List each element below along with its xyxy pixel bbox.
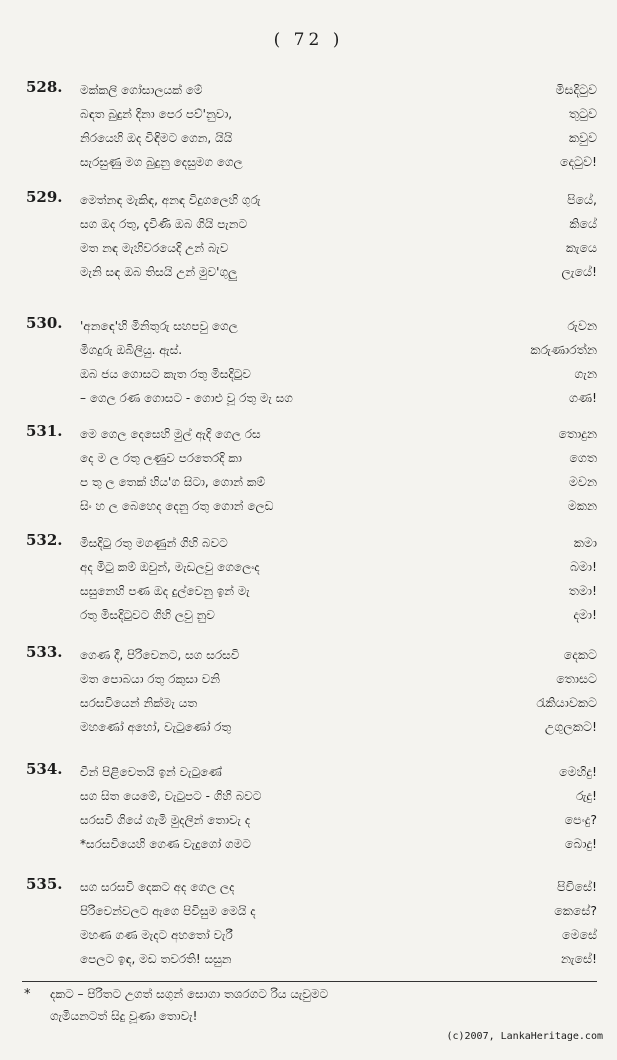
footnote-text-2: ගැමියනටත් සිදු වූණා තොවැ! — [50, 1009, 198, 1023]
verse-line-ending: පෙංදු? — [564, 812, 597, 827]
verse-line — [0, 808, 617, 832]
verse-line-text: මෙ ගෙල දෙසෙහි මුල් ඇදි ගෙල රස — [80, 427, 261, 441]
verse-number: 534. — [26, 760, 63, 778]
verse-line-ending: තොසට — [556, 671, 597, 686]
verse-line-ending: තමා! — [568, 583, 597, 598]
verse-line-ending: මිසදිටුව — [555, 82, 597, 97]
verse-line — [0, 691, 617, 715]
verse-line-ending: බොදු! — [564, 836, 597, 851]
verse-number: 531. — [26, 422, 63, 440]
verse-line — [0, 314, 617, 338]
verse-line — [0, 603, 617, 627]
verse-line-text: *සරසවියෙහි ගෙණ වැදුගෝ ගමට — [80, 837, 251, 851]
verse-line-text: සග ඔද රතු, දැවිණි ඔබ ගියි පැනට — [80, 217, 248, 231]
verse-line — [0, 386, 617, 410]
verse-line-text: දෙ ම ල රතු ලණුව පරතෙරදි කා — [80, 451, 242, 465]
verse-line-ending: මෙහිදු! — [559, 764, 597, 779]
verse-line-text: සග සිත යෙමේ, වැටුපට - ගිහි බවට — [80, 789, 262, 803]
verse-line-text: මිසදිටු රතු මගණුන් ගිහි බවට — [80, 536, 228, 550]
verse-line — [0, 923, 617, 947]
verse-line-text: පෙලට ඉඳ, මඩ තවරති! සසුන — [80, 952, 232, 966]
footnote-line-2 — [50, 1006, 617, 1026]
verse-line-text: සිං හ ල බෙහෙද දෙනු රතු ගොන් ලෙඩ — [80, 499, 274, 513]
verse-line — [0, 555, 617, 579]
verse-line-ending: ගැන — [574, 366, 597, 381]
verse-line — [0, 832, 617, 856]
verse-line-text: – ගෙල රණ ගොසට - ගොළු වූ රතු මැ සග — [80, 391, 293, 405]
verse-line-ending: පිවිසේ! — [557, 879, 597, 894]
verse-line-ending: ලැයේ! — [561, 264, 597, 279]
verse-line-ending: රුවන — [567, 318, 597, 333]
verse-line — [0, 78, 617, 102]
verse-line — [0, 236, 617, 260]
verse-line — [0, 362, 617, 386]
verse-line — [0, 715, 617, 739]
verse-line — [0, 760, 617, 784]
verse-line-ending: තුටුව — [568, 106, 597, 121]
verse-line-ending: දෙටුව! — [559, 154, 597, 169]
page-number: ( 72 ) — [273, 30, 344, 50]
verse-line-ending: මෙසේ — [561, 927, 597, 942]
verse-line — [0, 260, 617, 284]
verse-line-text: මත නඳ මැහිවරයෙදි උන් බැව — [80, 241, 229, 255]
verse-line-text: සරසවි ගියේ ගැමි මුදලින් තොවැ ද — [80, 813, 251, 827]
verse-line-text: 'අනඳෙ'හි මිනිතුරු සහපවු ගෙල — [80, 319, 238, 333]
verse-line-text: මක්කලි ගෝසාලයක් මේ — [80, 83, 203, 97]
verse-line-ending: කෙසේ? — [554, 903, 597, 918]
verse-line-ending: රුදු! — [575, 788, 597, 803]
verse-line-ending: මවන — [568, 474, 597, 489]
verse-line — [0, 470, 617, 494]
footnote-line-1 — [24, 984, 604, 1005]
verse-line-text: සරසවියෙන් නික්මැ යත — [80, 696, 198, 710]
verse-line-ending: නැසේ! — [560, 951, 597, 966]
verse-line-ending: ගණ! — [569, 390, 597, 405]
verse-line-text: මහණෝ අහෝ, වැටුණෝ රතු — [80, 720, 232, 734]
verse-line — [0, 875, 617, 899]
verse-number: 532. — [26, 531, 63, 549]
verse-line — [0, 947, 617, 971]
verse-line — [0, 150, 617, 174]
verse-line — [0, 102, 617, 126]
verse-line-ending: දෙකට — [563, 647, 597, 662]
verse-line-ending: පියේ, — [567, 192, 597, 207]
verse-line — [0, 667, 617, 691]
verse-line-text: චීන් පිළිවෙතයි ඉන් වැටුණේ — [80, 765, 222, 779]
verse-number: 529. — [26, 188, 63, 206]
verse-line-ending: කවුව — [568, 130, 597, 145]
verse-line-ending: මකන — [567, 498, 597, 513]
verse-line — [0, 643, 617, 667]
verse-line-ending: කැයෙ — [565, 240, 597, 255]
verse-number: 528. — [26, 78, 63, 96]
verse-line-text: අද මිටු කම් ඔවුන්, මැඩලවු ගෙලෙංද — [80, 560, 260, 574]
verse-line — [0, 784, 617, 808]
footnote-asterisk: * — [24, 987, 31, 1002]
verse-line-ending: බමා! — [569, 559, 597, 574]
verse-line-ending: කරුණාරත්න — [530, 342, 597, 357]
verse-line — [0, 126, 617, 150]
verse-line-ending: කියේ — [569, 216, 597, 231]
verse-line-text: මෙත්නඳ මැකිඳ, අනඳ විදුගලෙහි ගුරු — [80, 193, 261, 207]
verse-number: 530. — [26, 314, 63, 332]
verse-line-text: බඳත බුදුන් දිනා පෙර පව්'නුවා, — [80, 107, 233, 121]
verse-line-text: මැනි සඳ ඔබ තිසයි උන් මුව'ගුලු — [80, 265, 238, 279]
verse-line-text: ඔබ ජය ගොසට කැත රතු මිසදිටුව — [80, 367, 251, 381]
verse-line-text: රතු මිසදිටුවට ගිහි ලවු නුව — [80, 608, 215, 622]
verse-line — [0, 422, 617, 446]
verse-line-ending: කමා — [573, 535, 597, 550]
verse-line-ending: රැකියාවකට — [536, 695, 597, 710]
verse-line-text: සග සරසවි දෙකට අද ගෙල ලද — [80, 880, 235, 894]
verse-number: 535. — [26, 875, 63, 893]
verse-line-ending: දමා! — [573, 607, 597, 622]
verse-line-text: සැරසුණු මග බුදුනු දෙසුමග ගෙල — [80, 155, 243, 169]
verse-line-text: සසුනෙහි පණ ඔද දුල්වෙනු ඉන් මැ — [80, 584, 250, 598]
verse-line — [0, 899, 617, 923]
verse-line-text: නිරයෙහි ඔද විඳිමට ගෙන, යියි — [80, 131, 233, 145]
verse-line — [0, 531, 617, 555]
verse-line-ending: තොදුන — [558, 426, 597, 441]
verse-line-text: මිගදුරු ඔබිලියු. ඇස්. — [80, 343, 183, 357]
verse-line-text: ගෙණ දී, පිරිවෙනට, සග සරසවි — [80, 648, 240, 662]
verse-line-text: පිරිවෙන්වලට ඇගෙ පිවිසුම මෙයි ද — [80, 904, 256, 918]
verse-line — [0, 494, 617, 518]
verse-line — [0, 579, 617, 603]
verse-line — [0, 188, 617, 212]
verse-line-text: මහණ ගණ මැදට අහතෝ වැරී — [80, 928, 233, 942]
verse-line-text: ප තු ල තෙක් හිය'ග සිටා, ගොන් කම් — [80, 475, 266, 489]
footnote-divider — [22, 981, 597, 982]
footnote-text-1: දකට – පිරිතට උගත් සගුන් සොගා තශරගට රිය යැවුමට — [50, 987, 329, 1001]
verse-line-ending: උගුලකට! — [544, 719, 597, 734]
verse-number: 533. — [26, 643, 63, 661]
verse-line — [0, 212, 617, 236]
verse-line-text: මත පොබයා රතු රකුසා වනි — [80, 672, 220, 686]
copyright-notice: (c)2007, LankaHeritage.com — [446, 1031, 603, 1042]
verse-line — [0, 446, 617, 470]
verse-line — [0, 338, 617, 362]
verse-line-ending: ගෙත — [569, 450, 597, 465]
